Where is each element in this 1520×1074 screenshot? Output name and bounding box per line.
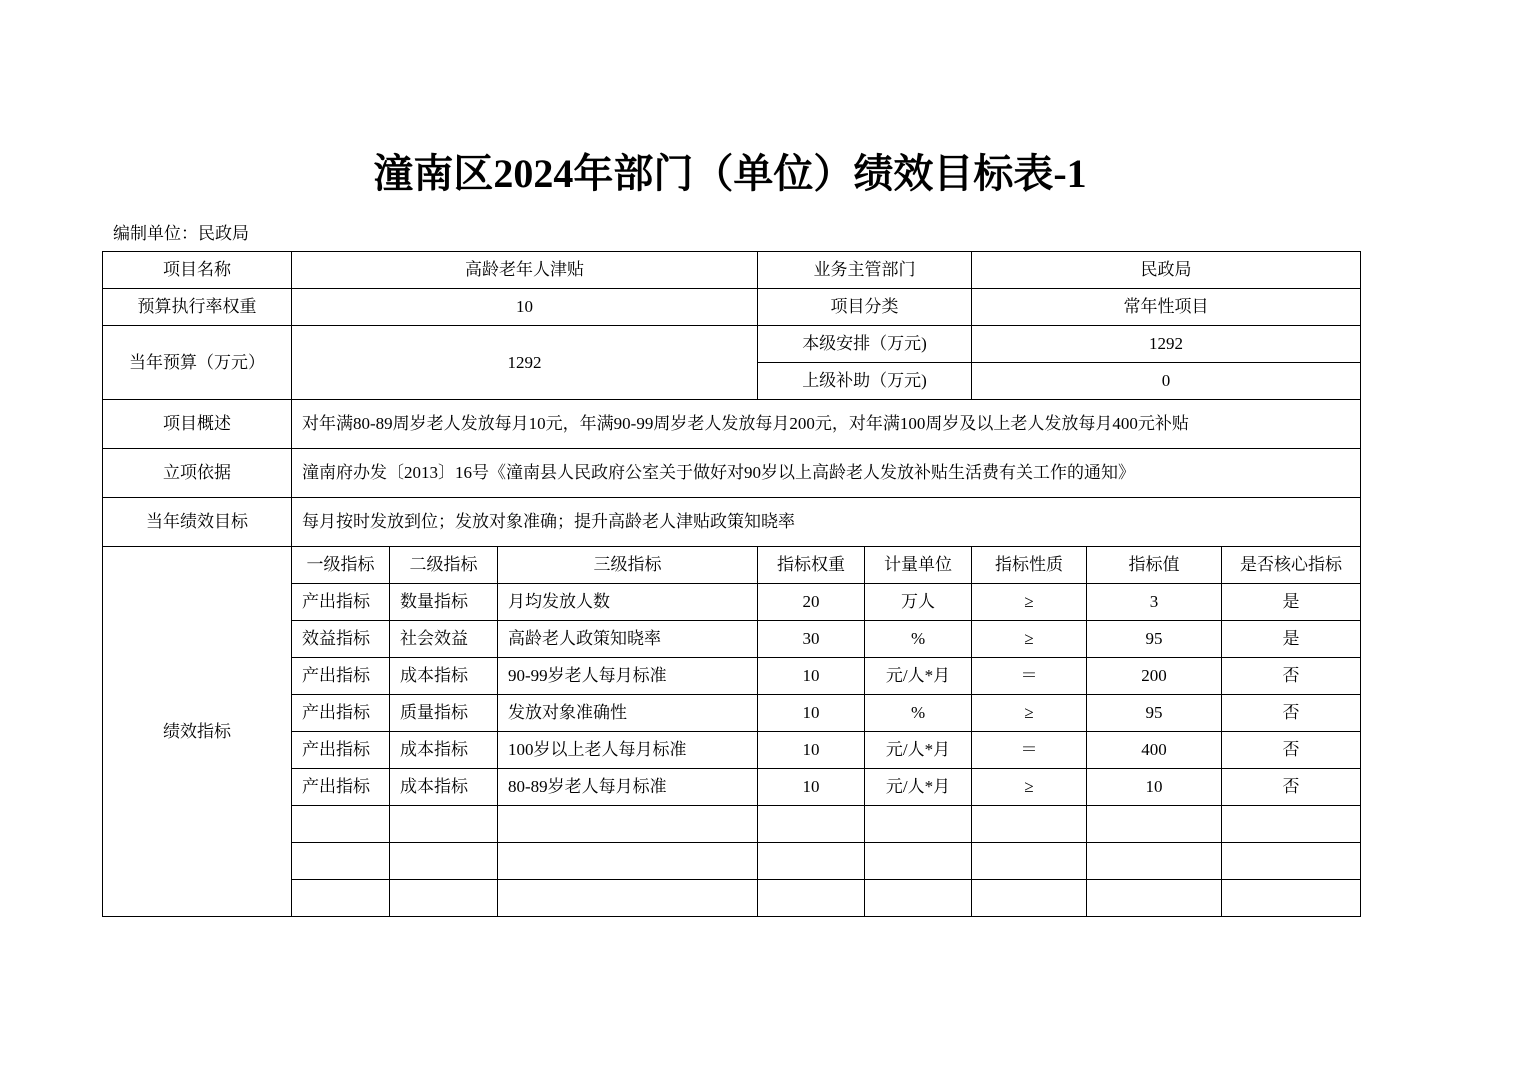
budget-weight-value: 10 <box>292 289 758 326</box>
nature-cell: ＝ <box>972 732 1087 769</box>
header-nature: 指标性质 <box>972 547 1087 584</box>
nature-cell: ≥ <box>972 769 1087 806</box>
indicator-row <box>103 621 1361 658</box>
overview-row <box>103 400 1361 449</box>
nature-cell: ≥ <box>972 695 1087 732</box>
level2-cell <box>390 806 498 843</box>
level3-cell: 月均发放人数 <box>498 584 758 621</box>
nature-cell <box>972 880 1087 917</box>
value-cell: 3 <box>1087 584 1222 621</box>
core-cell: 否 <box>1222 658 1361 695</box>
weight-cell <box>758 806 865 843</box>
project-overview-value: 对年满80-89周岁老人发放每月10元，年满90-99周岁老人发放每月200元，对年满100周岁及以上老人发放每月400元补贴 <box>292 400 1361 449</box>
level1-cell <box>292 806 390 843</box>
level2-cell: 成本指标 <box>390 732 498 769</box>
level1-cell: 产出指标 <box>292 732 390 769</box>
project-basis-label: 立项依据 <box>103 449 292 498</box>
level2-cell: 质量指标 <box>390 695 498 732</box>
value-cell: 400 <box>1087 732 1222 769</box>
indicator-row <box>103 584 1361 621</box>
value-cell <box>1087 880 1222 917</box>
project-category-label: 项目分类 <box>758 289 972 326</box>
level3-cell: 90-99岁老人每月标准 <box>498 658 758 695</box>
indicator-row <box>103 769 1361 806</box>
project-category-value: 常年性项目 <box>972 289 1361 326</box>
weight-row <box>103 289 1361 326</box>
indicator-row-empty <box>103 806 1361 843</box>
header-core: 是否核心指标 <box>1222 547 1361 584</box>
nature-cell <box>972 843 1087 880</box>
unit-cell <box>865 806 972 843</box>
level3-cell: 发放对象准确性 <box>498 695 758 732</box>
local-arrangement-value: 1292 <box>972 326 1361 363</box>
nature-cell: ≥ <box>972 621 1087 658</box>
nature-cell: ＝ <box>972 658 1087 695</box>
indicator-row-empty <box>103 880 1361 917</box>
goal-row <box>103 498 1361 547</box>
indicator-row <box>103 695 1361 732</box>
level2-cell: 成本指标 <box>390 769 498 806</box>
value-cell: 95 <box>1087 621 1222 658</box>
unit-cell: 万人 <box>865 584 972 621</box>
unit-cell: 元/人*月 <box>865 658 972 695</box>
annual-goal-label: 当年绩效目标 <box>103 498 292 547</box>
level3-cell <box>498 880 758 917</box>
level2-cell: 成本指标 <box>390 658 498 695</box>
indicator-row-empty <box>103 843 1361 880</box>
level1-cell <box>292 880 390 917</box>
core-cell: 是 <box>1222 621 1361 658</box>
core-cell: 否 <box>1222 769 1361 806</box>
weight-cell: 10 <box>758 658 865 695</box>
level1-cell: 产出指标 <box>292 584 390 621</box>
level1-cell <box>292 843 390 880</box>
core-cell: 是 <box>1222 584 1361 621</box>
level1-cell: 效益指标 <box>292 621 390 658</box>
upper-subsidy-label: 上级补助（万元) <box>758 363 972 400</box>
performance-target-table <box>102 251 1361 917</box>
level1-cell: 产出指标 <box>292 769 390 806</box>
weight-cell: 30 <box>758 621 865 658</box>
weight-cell: 10 <box>758 769 865 806</box>
level3-cell <box>498 806 758 843</box>
unit-cell <box>865 880 972 917</box>
unit-cell: 元/人*月 <box>865 769 972 806</box>
core-cell <box>1222 880 1361 917</box>
value-cell: 200 <box>1087 658 1222 695</box>
unit-cell: % <box>865 695 972 732</box>
header-unit: 计量单位 <box>865 547 972 584</box>
value-cell <box>1087 843 1222 880</box>
project-basis-value: 潼南府办发〔2013〕16号《潼南县人民政府公室关于做好对90岁以上高龄老人发放补贴生活费有关工作的通知》 <box>292 449 1361 498</box>
level3-cell <box>498 843 758 880</box>
local-arrangement-label: 本级安排（万元) <box>758 326 972 363</box>
level1-cell: 产出指标 <box>292 695 390 732</box>
core-cell: 否 <box>1222 695 1361 732</box>
level3-cell: 高龄老人政策知晓率 <box>498 621 758 658</box>
indicators-section-label: 绩效指标 <box>103 547 292 917</box>
header-weight: 指标权重 <box>758 547 865 584</box>
header-level2: 二级指标 <box>390 547 498 584</box>
weight-cell: 10 <box>758 732 865 769</box>
budget-weight-label: 预算执行率权重 <box>103 289 292 326</box>
unit-cell: 元/人*月 <box>865 732 972 769</box>
header-level3: 三级指标 <box>498 547 758 584</box>
value-cell: 95 <box>1087 695 1222 732</box>
level2-cell <box>390 843 498 880</box>
core-cell <box>1222 843 1361 880</box>
indicator-row <box>103 732 1361 769</box>
weight-cell: 10 <box>758 695 865 732</box>
level3-cell: 80-89岁老人每月标准 <box>498 769 758 806</box>
document-title: 潼南区2024年部门（单位）绩效目标表-1 <box>373 151 1087 196</box>
level2-cell <box>390 880 498 917</box>
project-name-value: 高龄老年人津贴 <box>292 252 758 289</box>
level3-cell: 100岁以上老人每月标准 <box>498 732 758 769</box>
value-cell: 10 <box>1087 769 1222 806</box>
department-label: 业务主管部门 <box>758 252 972 289</box>
weight-cell <box>758 843 865 880</box>
indicator-header-row <box>103 547 1361 584</box>
budget-row-local <box>103 326 1361 363</box>
nature-cell <box>972 806 1087 843</box>
weight-cell: 20 <box>758 584 865 621</box>
core-cell: 否 <box>1222 732 1361 769</box>
compiling-unit: 编制单位：民政局 <box>113 224 249 243</box>
annual-budget-value: 1292 <box>292 326 758 400</box>
level2-cell: 数量指标 <box>390 584 498 621</box>
project-name-label: 项目名称 <box>103 252 292 289</box>
value-cell <box>1087 806 1222 843</box>
department-value: 民政局 <box>972 252 1361 289</box>
level1-cell: 产出指标 <box>292 658 390 695</box>
level2-cell: 社会效益 <box>390 621 498 658</box>
header-value: 指标值 <box>1087 547 1222 584</box>
basis-row <box>103 449 1361 498</box>
upper-subsidy-value: 0 <box>972 363 1361 400</box>
indicator-row <box>103 658 1361 695</box>
weight-cell <box>758 880 865 917</box>
unit-cell: % <box>865 621 972 658</box>
project-overview-label: 项目概述 <box>103 400 292 449</box>
annual-goal-value: 每月按时发放到位；发放对象准确；提升高龄老人津贴政策知晓率 <box>292 498 1361 547</box>
unit-cell <box>865 843 972 880</box>
core-cell <box>1222 806 1361 843</box>
header-level1: 一级指标 <box>292 547 390 584</box>
project-name-row <box>103 252 1361 289</box>
annual-budget-label: 当年预算（万元） <box>103 326 292 400</box>
nature-cell: ≥ <box>972 584 1087 621</box>
